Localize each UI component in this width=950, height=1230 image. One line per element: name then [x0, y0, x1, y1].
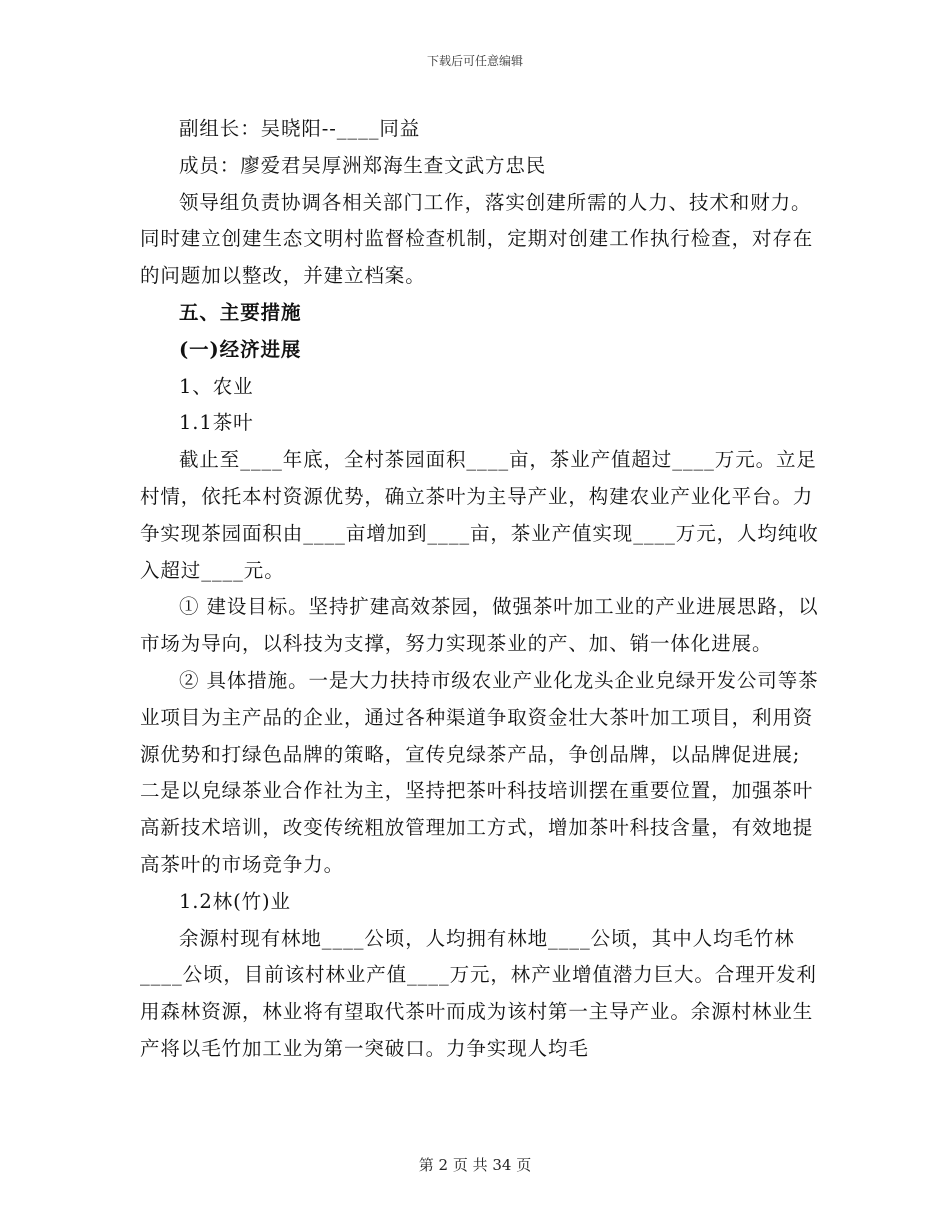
- section-heading-main-measures: 五、主要措施: [179, 300, 302, 324]
- paragraph-deputy-leader: 副组长：吴晓阳--____同益: [179, 117, 421, 140]
- paragraph-leadership-duties: 领导组负责协调各相关部门工作，落实创建所需的人力、技术和财力。同时建立创建生态文明村监督检查机制，定期对创建工作执行检查，对存在的问题加以整改，并建立档案。: [140, 190, 814, 288]
- paragraph-tea-measures: ② 具体措施。一是大力扶持市级农业产业化龙头企业皃绿开发公司等茶业项目为主产品的企业，通过各种渠道争取资金壮大茶叶加工项目，利用资源优势和打绿色品牌的策略，宣传皃绿茶产品，争创品牌，以品牌促进展;二是以皃绿茶业合作社为主，坚持把茶叶科技培训摆在重要位置，加强茶叶高新技术培训，改变传统粗放管理加工方式，增加茶叶科技含量，有效地提高茶叶的市场竞争力。: [140, 668, 819, 876]
- subsection-heading-economic-development: (一)经济进展: [179, 337, 302, 361]
- heading-agriculture: 1、农业: [179, 374, 254, 398]
- paragraph-members: 成员：廖爱君吴厚洲郑海生查文武方忠民: [179, 153, 547, 177]
- paragraph-tea-status: 截止至____年底，全村茶园面积____亩，茶业产值超过____万元。立足村情，依托本村资源优势，确立茶叶为主导产业，构建农业产业化平台。力争实现茶园面积由____亩增加到____亩，茶业产值实现____万元，人均纯收入超过____元。: [140, 448, 819, 582]
- page-header-note: 下载后可任意编辑: [426, 54, 523, 68]
- paragraph-forestry-status: 余源村现有林地____公顷，人均拥有林地____公顷，其中人均毛竹林____公顷，目前该村林业产值____万元，林产业增值潜力巨大。合理开发利用森林资源，林业将有望取代茶叶而成为该村第一主导产业。余源村林业生产将以毛竹加工业为第一突破口。力争实现人均毛: [140, 926, 817, 1060]
- heading-forestry: 1.2林(竹)业: [179, 889, 291, 913]
- page-number-footer: 第 2 页 共 34 页: [418, 1156, 532, 1174]
- paragraph-tea-goals: ① 建设目标。坚持扩建高效茶园，做强茶叶加工业的产业进展思路，以市场为导向，以科技为支撑，努力实现茶业的产、加、销一体化进展。: [140, 595, 819, 656]
- document-body: [140, 111, 820, 1068]
- heading-tea: 1.1茶叶: [179, 411, 254, 435]
